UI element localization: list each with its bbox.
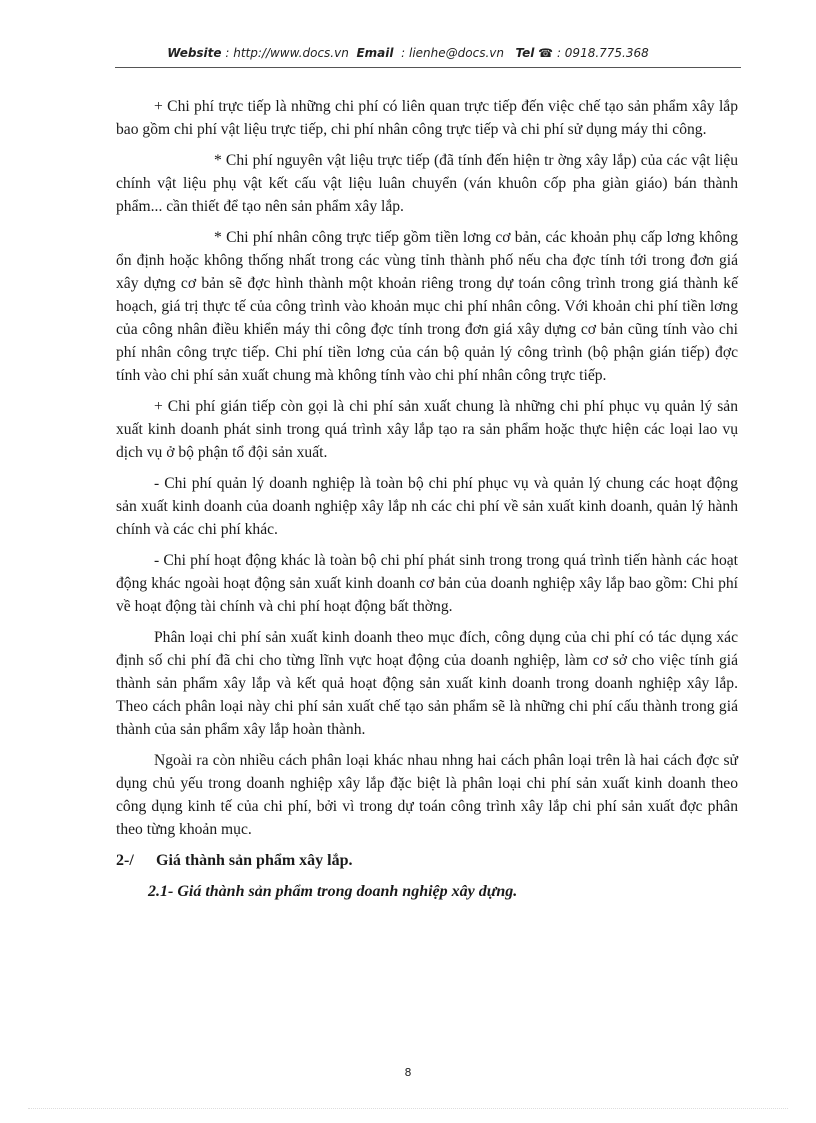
- phone-icon: ☎: [538, 46, 554, 60]
- email-label: Email: [356, 46, 394, 60]
- email-value: : lienhe@docs.vn: [401, 46, 504, 60]
- section-heading: [116, 849, 738, 872]
- website-label: Website: [167, 46, 222, 60]
- paragraph-labor-costs: * Chi phí nhân công trực tiếp gồm tiền lơng cơ bản, các khoản phụ cấp lơng không ổn định hoặc không thống nhất trong các vùng tỉnh thành phố nếu cha đợc tính tới trong đơn giá xây dựng cơ bản sẽ đợc hình thành một khoản riêng trong dự toán công trình trong giá thành kế hoạch, giá trị thực tế của công trình vào khoản mục chi phí nhân công. Với khoản chi phí tiền lơng của công nhân điều khiển máy thi công đợc tính trong đơn giá xây dựng cơ bản cũng tính vào chi phí nhân công trực tiếp. Chi phí tiền lơng của cán bộ quản lý công trình (bộ phận gián tiếp) đợc tính vào chi phí sản xuất chung mà không tính vào chi phí nhân công trực tiếp.: [116, 229, 738, 384]
- paragraph-other-classifications: Ngoài ra còn nhiều cách phân loại khác nhau nhng hai cách phân loại trên là hai cách đợc sử dụng chủ yếu trong doanh nghiệp xây lắp đặc biệt là phân loại chi phí sản xuất kinh doanh theo công dụng kinh tế của chi phí, bởi vì trong dự toán công trình xây lắp chi phí sản xuất đợc phân theo từng khoản mục.: [116, 752, 738, 838]
- paragraph-direct-costs: + Chi phí trực tiếp là những chi phí có liên quan trực tiếp đến việc chế tạo sản phẩm xây lắp bao gồm chi phí vật liệu trực tiếp, chi phí nhân công trực tiếp và chi phí sử dụng máy thi công.: [116, 98, 738, 138]
- section-number: 2-/: [116, 852, 134, 869]
- paragraph-indirect-costs: + Chi phí gián tiếp còn gọi là chi phí sản xuất chung là những chi phí phục vụ quản lý sản xuất kinh doanh phát sinh trong quá trình xây lắp tạo ra sản phẩm hoặc thực hiện các loại lao vụ dịch vụ ở bộ phận tổ đội sản xuất.: [116, 398, 738, 461]
- page-bottom-border: [28, 1108, 788, 1109]
- tel-label: Tel: [515, 46, 535, 60]
- website-value: : http://www.docs.vn: [225, 46, 349, 60]
- subsection-heading: 2.1- Giá thành sản phẩm trong doanh nghiệp xây dựng.: [148, 883, 518, 900]
- paragraph-other-costs: - Chi phí hoạt động khác là toàn bộ chi phí phát sinh trong trong quá trình tiến hành các hoạt động khác ngoài hoạt động sản xuất kinh doanh cơ bản của doanh nghiệp xây lắp bao gồm: Chi phí về hoạt động tài chính và chi phí hoạt động bất thờng.: [116, 552, 738, 615]
- paragraph-management-costs: - Chi phí quản lý doanh nghiệp là toàn bộ chi phí phục vụ và quản lý chung các hoạt động sản xuất kinh doanh của doanh nghiệp xây lắp nh các chi phí về sản xuất kinh doanh, quản lý hành chính và các chi phí khác.: [116, 475, 738, 538]
- paragraph-material-costs: * Chi phí nguyên vật liệu trực tiếp (đã tính đến hiện tr ờng xây lắp) của các vật liệu chính vật liệu phụ vật kết cấu vật liệu luân chuyển (ván khuôn cốp pha giàn giáo) bán thành phẩm... cần thiết để tạo nên sản phẩm xây lắp.: [116, 152, 738, 215]
- section-title: Giá thành sản phẩm xây lắp.: [156, 852, 353, 869]
- document-body: [116, 95, 738, 911]
- page-number: 8: [404, 1066, 412, 1079]
- tel-value: : 0918.775.368: [556, 46, 649, 60]
- header-divider: [115, 67, 741, 68]
- page-header: [0, 46, 816, 60]
- paragraph-classification: Phân loại chi phí sản xuất kinh doanh theo mục đích, công dụng của chi phí có tác dụng xác định số chi phí đã chi cho từng lĩnh vực hoạt động của doanh nghiệp, làm cơ sở cho việc tính giá thành sản phẩm xây lắp và kết quả hoạt động sản xuất kinh doanh trong doanh nghiệp xây lắp. Theo cách phân loại này chi phí sản xuất chế tạo sản phẩm sẽ là những chi phí cấu thành trong giá thành của sản phẩm xây lắp hoàn thành.: [116, 629, 738, 738]
